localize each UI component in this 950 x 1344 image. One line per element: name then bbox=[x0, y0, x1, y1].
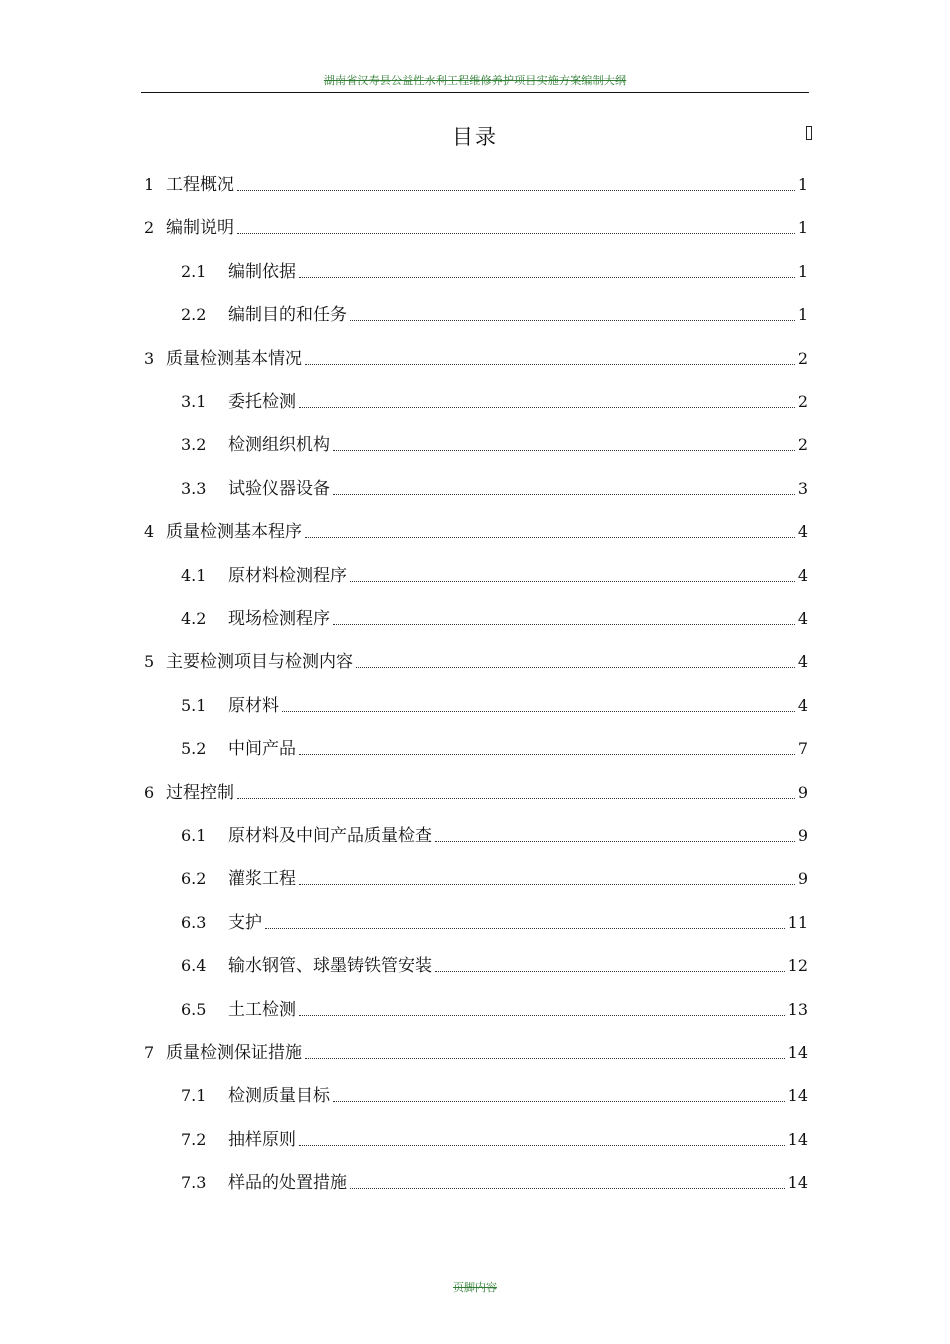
toc-entry-page: 4 bbox=[797, 566, 808, 585]
toc-entry[interactable] bbox=[181, 999, 808, 1021]
toc-dot-leader bbox=[333, 624, 795, 625]
toc-dot-leader bbox=[350, 1188, 785, 1189]
toc-entry[interactable] bbox=[181, 304, 808, 326]
toc-entry[interactable] bbox=[144, 217, 808, 239]
toc-entry-page: 4 bbox=[797, 696, 808, 715]
toc-title: 目录 bbox=[452, 125, 498, 149]
toc-entry-label: 原材料及中间产品质量检查 bbox=[228, 826, 432, 846]
toc-entry[interactable] bbox=[181, 825, 808, 847]
toc-entry-number: 5.1 bbox=[181, 696, 207, 715]
toc-entry[interactable] bbox=[181, 738, 808, 760]
toc-dot-leader bbox=[299, 407, 795, 408]
toc-entry[interactable] bbox=[181, 1172, 808, 1194]
toc-entry-page: 9 bbox=[797, 783, 808, 802]
toc-entry-label: 灌浆工程 bbox=[228, 869, 296, 889]
toc-dot-leader bbox=[299, 1145, 785, 1146]
toc-entry-label: 编制说明 bbox=[166, 218, 234, 238]
toc-entry-page: 13 bbox=[787, 1000, 808, 1019]
toc-dot-leader bbox=[356, 667, 795, 668]
toc-entry-page: 2 bbox=[797, 435, 808, 454]
toc-entry-number: 6.5 bbox=[181, 1000, 207, 1019]
toc-entry-label: 质量检测基本情况 bbox=[166, 349, 302, 369]
page-footer: 页脚内容 bbox=[453, 1281, 497, 1294]
toc-entry[interactable] bbox=[181, 608, 808, 630]
toc-entry-page: 2 bbox=[797, 392, 808, 411]
toc-dot-leader bbox=[299, 1015, 785, 1016]
toc-entry-label: 质量检测保证措施 bbox=[166, 1043, 302, 1063]
toc-entry[interactable] bbox=[144, 782, 808, 804]
toc-entry[interactable] bbox=[181, 478, 808, 500]
toc-entry-page: 14 bbox=[787, 1130, 808, 1149]
toc-entry-page: 9 bbox=[797, 869, 808, 888]
toc-entry-label: 检测组织机构 bbox=[228, 435, 330, 455]
toc-entry-page: 14 bbox=[787, 1173, 808, 1192]
toc-entry[interactable] bbox=[181, 391, 808, 413]
toc-dot-leader bbox=[282, 711, 795, 712]
toc-entry[interactable] bbox=[144, 348, 808, 370]
toc-entry-label: 工程概况 bbox=[166, 175, 234, 195]
toc-dot-leader bbox=[435, 841, 795, 842]
toc-entry-number: 3.3 bbox=[181, 479, 207, 498]
toc-dot-leader bbox=[435, 971, 785, 972]
toc-entry-number: 3.1 bbox=[181, 392, 207, 411]
toc-dot-leader bbox=[299, 277, 795, 278]
toc-entry-label: 检测质量目标 bbox=[228, 1086, 330, 1106]
toc-entry-number: 6 bbox=[144, 783, 155, 802]
toc-entry-page: 4 bbox=[797, 652, 808, 671]
toc-entry[interactable] bbox=[181, 1085, 808, 1107]
toc-entry-number: 4.1 bbox=[181, 566, 207, 585]
toc-entry-number: 7 bbox=[144, 1043, 155, 1062]
toc-dot-leader bbox=[237, 233, 795, 234]
toc-entry-page: 4 bbox=[797, 522, 808, 541]
toc-entry-number: 6.1 bbox=[181, 826, 207, 845]
toc-entry-label: 土工检测 bbox=[228, 1000, 296, 1020]
toc-dot-leader bbox=[237, 798, 795, 799]
toc-entry-page: 1 bbox=[797, 175, 808, 194]
toc-entry-number: 1 bbox=[144, 175, 155, 194]
toc-entry[interactable] bbox=[144, 651, 808, 673]
toc-entry-label: 中间产品 bbox=[228, 739, 296, 759]
toc-dot-leader bbox=[265, 928, 785, 929]
toc-dot-leader bbox=[305, 1058, 785, 1059]
toc-dot-leader bbox=[333, 1101, 785, 1102]
toc-entry-label: 抽样原则 bbox=[228, 1130, 296, 1150]
toc-entry-number: 4 bbox=[144, 522, 155, 541]
toc-entry-label: 现场检测程序 bbox=[228, 609, 330, 629]
toc-entry[interactable] bbox=[181, 565, 808, 587]
toc-entry-label: 编制依据 bbox=[228, 262, 296, 282]
toc-entry-label: 质量检测基本程序 bbox=[166, 522, 302, 542]
toc-entry-number: 5.2 bbox=[181, 739, 207, 758]
toc-entry-label: 过程控制 bbox=[166, 783, 234, 803]
toc-dot-leader bbox=[305, 537, 795, 538]
toc-dot-leader bbox=[299, 754, 795, 755]
toc-entry-page: 1 bbox=[797, 305, 808, 324]
toc-entry-page: 12 bbox=[787, 956, 808, 975]
toc-entry[interactable] bbox=[144, 1042, 808, 1064]
toc-entry-number: 6.3 bbox=[181, 913, 207, 932]
toc-entry-number: 5 bbox=[144, 652, 155, 671]
toc-entry-label: 委托检测 bbox=[228, 392, 296, 412]
toc-entry-number: 6.4 bbox=[181, 956, 207, 975]
toc-entry-page: 7 bbox=[797, 739, 808, 758]
toc-entry-page: 11 bbox=[787, 913, 808, 932]
toc-entry-number: 7.2 bbox=[181, 1130, 207, 1149]
toc-entry-number: 6.2 bbox=[181, 869, 207, 888]
toc-entry-number: 2.1 bbox=[181, 262, 207, 281]
toc-entry-page: 14 bbox=[787, 1043, 808, 1062]
toc-dot-leader bbox=[350, 581, 795, 582]
missing-glyph-icon bbox=[806, 126, 812, 140]
toc-entry-label: 输水钢管、球墨铸铁管安装 bbox=[228, 956, 432, 976]
toc-entry-page: 9 bbox=[797, 826, 808, 845]
toc-entry-number: 4.2 bbox=[181, 609, 207, 628]
header-divider bbox=[141, 92, 809, 93]
toc-dot-leader bbox=[299, 884, 795, 885]
toc-entry-page: 14 bbox=[787, 1086, 808, 1105]
toc-entry-page: 2 bbox=[797, 349, 808, 368]
toc-entry[interactable] bbox=[181, 695, 808, 717]
toc-entry-number: 2.2 bbox=[181, 305, 207, 324]
toc-entry[interactable] bbox=[181, 955, 808, 977]
toc-entry-label: 样品的处置措施 bbox=[228, 1173, 347, 1193]
toc-entry-page: 1 bbox=[797, 262, 808, 281]
toc-dot-leader bbox=[333, 450, 795, 451]
toc-entry-label: 支护 bbox=[228, 913, 262, 933]
toc-entry-number: 3.2 bbox=[181, 435, 207, 454]
toc-entry[interactable] bbox=[181, 868, 808, 890]
toc-entry[interactable] bbox=[181, 261, 808, 283]
toc-entry-number: 7.1 bbox=[181, 1086, 207, 1105]
toc-entry-page: 3 bbox=[797, 479, 808, 498]
toc-entry-label: 原材料 bbox=[228, 696, 279, 716]
toc-entry-page: 4 bbox=[797, 609, 808, 628]
toc-dot-leader bbox=[237, 190, 795, 191]
toc-entry[interactable] bbox=[181, 912, 808, 934]
toc-entry-label: 主要检测项目与检测内容 bbox=[166, 652, 353, 672]
toc-entry-number: 7.3 bbox=[181, 1173, 207, 1192]
toc-entry-label: 编制目的和任务 bbox=[228, 305, 347, 325]
toc-entry[interactable] bbox=[144, 174, 808, 196]
toc-entry[interactable] bbox=[181, 1129, 808, 1151]
toc-entry-label: 原材料检测程序 bbox=[228, 566, 347, 586]
toc-entry[interactable] bbox=[181, 434, 808, 456]
toc-dot-leader bbox=[350, 320, 795, 321]
page-header-title: 湖南省汉寿县公益性水利工程维修养护项目实施方案编制大纲 bbox=[323, 74, 627, 87]
toc-entry-label: 试验仪器设备 bbox=[228, 479, 330, 499]
toc-entry-number: 3 bbox=[144, 349, 155, 368]
toc-entry-page: 1 bbox=[797, 218, 808, 237]
toc-entry[interactable] bbox=[144, 521, 808, 543]
toc-dot-leader bbox=[305, 364, 795, 365]
toc-entry-number: 2 bbox=[144, 218, 155, 237]
toc-dot-leader bbox=[333, 494, 795, 495]
